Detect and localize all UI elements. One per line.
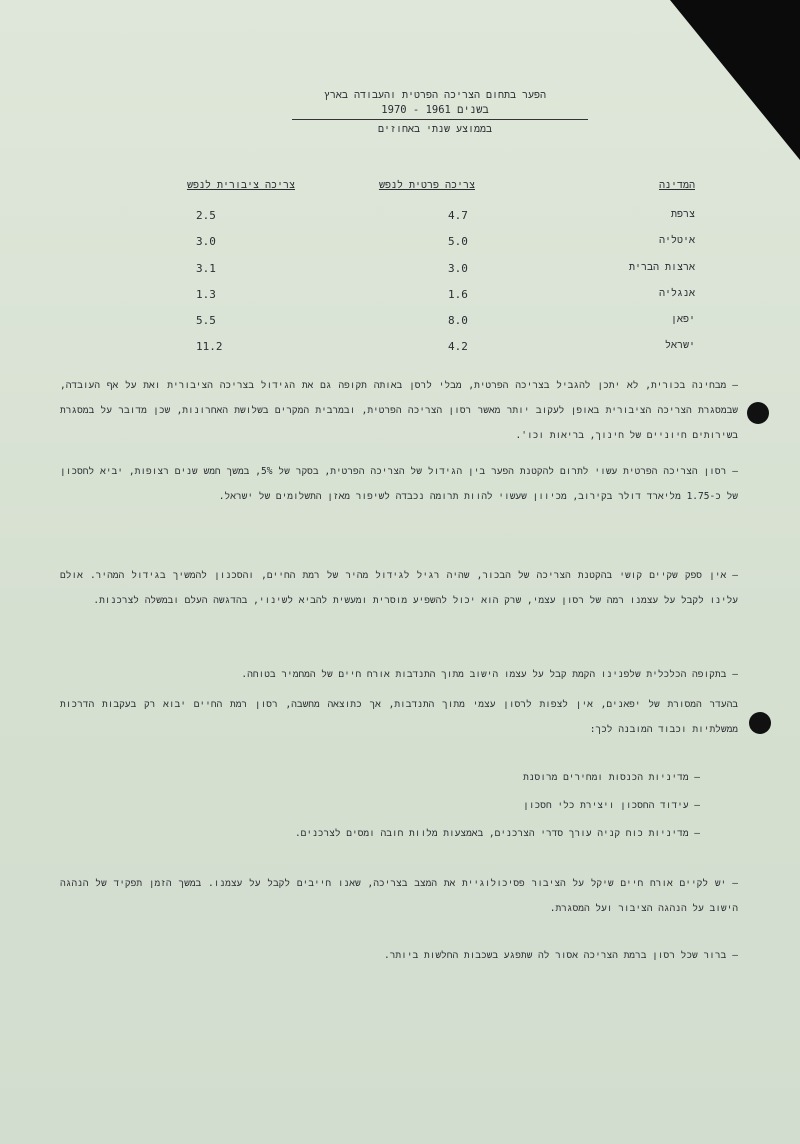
punch-hole-top [747,402,769,424]
paragraph-text: מבחינה בכורית, לא יתכן להגביל בצריכה הפרטית, מבלי לרסן באותה תקופה גם את הגידול בצריכה הציבורית ואת על אף העובדה, שבמסגרת הצריכה הציבורית באופן לעקוב יותר מאשר רסון הצריכה הפרטית, ובמרבית המקרים בשלושת האחרונות, שכן מדובר על במסגרת בשירותים חיוניים של חינוך, בריאות וכו'. [60,380,738,441]
paragraph-text: אין ספק שקיים קושי בהקטנת הצריכה של הבכור, שהיה רגיל לגידול מהיר של רמת החיים, והסכנון להמשיך בגידול המהיר. אולם עלינו לקבל על עצמנו רמה של רסון עצמי, שרק הוא יכול להשפיע מוסרית ומעשית להביא לשינוי, בהדגשה העלם ובמשלה לצרכנות. [60,570,738,606]
row-region: איטליה [658,235,695,246]
row-region: ארצות הברית [628,262,695,273]
row-public: 5.5 [196,314,216,327]
paragraph-5 [60,692,738,742]
list-item [60,820,700,848]
row-region: יפאן [670,314,695,325]
row-private: 8.0 [448,314,468,327]
bullet-dash: – [732,669,738,680]
bullet-dash: – [688,828,700,839]
paragraph-text: בתקופה הכלכלית שלפנינו הקמת קבל על עצמו הישוב מתוך התנדבות אורח חיים של המחמיר בטוחה. [241,669,727,680]
bullet-dash: – [688,772,700,783]
row-region: אנגליה [658,288,695,299]
paragraph-text: ברור שכל רסון ברמת הצריכה אסור לה שתפגע בשכבות החלשות ביותר. [384,950,727,961]
row-private: 4.7 [448,209,468,222]
table-row [0,262,800,280]
closing-paragraph-2 [60,943,738,968]
paragraph-text: רסון הצריכה הפרטית עשוי לתרום להקטנת הפער בין הגידול של הצריכה הפרטית, בסקר של 5%, במשך חמש שנים רצופות, יביא לחסכון של כ-1.75 מליארד דולר בקירוב, מכיוון שעשוי להוות תרומה נכבדה לשיפור מאזן התשלומים של ישראל. [60,466,738,502]
paragraph-1 [60,373,738,448]
row-public: 2.5 [196,209,216,222]
paragraph-text: בהעדר המסורת של יפאנים, אין לצפות לרסון עצמי מתוך התנדבות, אך כתוצאה מחשבה, רסון רמת החיים יבוא רק בעקבות הדרכות ממשלתיות וכבוד המובנה לכך: [60,699,738,735]
closing-paragraph-1 [60,871,738,921]
list-item-text: מדיניות כוח קניה עורך סדרי הצרכנים, באמצעות מלוות חובה ומסים לצרכנים. [294,828,689,839]
document-subtitle: בממוצע שנתי באחוזים [377,124,493,135]
row-region: צרפת [670,209,695,220]
table-row [0,288,800,306]
table-row [0,340,800,358]
document-title: הפער בתחום הצריכה הפרטית והעבודה בארץ [323,90,547,101]
list-item-text: מדיניות הכנסות ומחירים מרוסנת [523,772,689,783]
paragraph-2 [60,459,738,509]
paragraph-text: יש לקיים אורח חיים שיקל על הציבור פסיכולוגיית את המצב בצריכה, שאנו חייבים לקבל על עצמנו. במשך הזמן תפקיד של הנהגה הישוב על הנהגה הציבור ועל המסגרת. [60,878,738,914]
list-item [60,764,700,792]
bullet-dash: – [732,570,738,581]
list-item [60,792,700,820]
row-private: 3.0 [448,262,468,275]
row-private: 4.2 [448,340,468,353]
table-row [0,235,800,253]
column-header-public: צריכה ציבורית לנפש [186,180,295,191]
table-row [0,209,800,227]
document-period: בשנים 1961 - 1970 [381,104,489,116]
row-public: 3.1 [196,262,216,275]
folded-corner [670,0,800,160]
bullet-dash: – [732,466,738,477]
title-underline [292,119,588,120]
row-region: ישראל [664,340,695,351]
column-header-region: המדינה [658,180,695,191]
paragraph-4 [60,662,738,687]
bullet-dash: – [688,800,700,811]
measures-list [60,764,700,848]
row-public: 3.0 [196,235,216,248]
bullet-dash: – [732,878,738,889]
row-private: 1.6 [448,288,468,301]
bullet-dash: – [732,380,738,391]
column-header-private: צריכה פרטית לנפש [378,180,475,191]
table-row [0,314,800,332]
list-item-text: עידוד החסכון ויצירת כלי חסכון [523,800,689,811]
paragraph-3 [60,563,738,613]
row-public: 1.3 [196,288,216,301]
row-public: 11.2 [196,340,223,353]
punch-hole-bottom [749,712,771,734]
row-private: 5.0 [448,235,468,248]
bullet-dash: – [732,950,738,961]
